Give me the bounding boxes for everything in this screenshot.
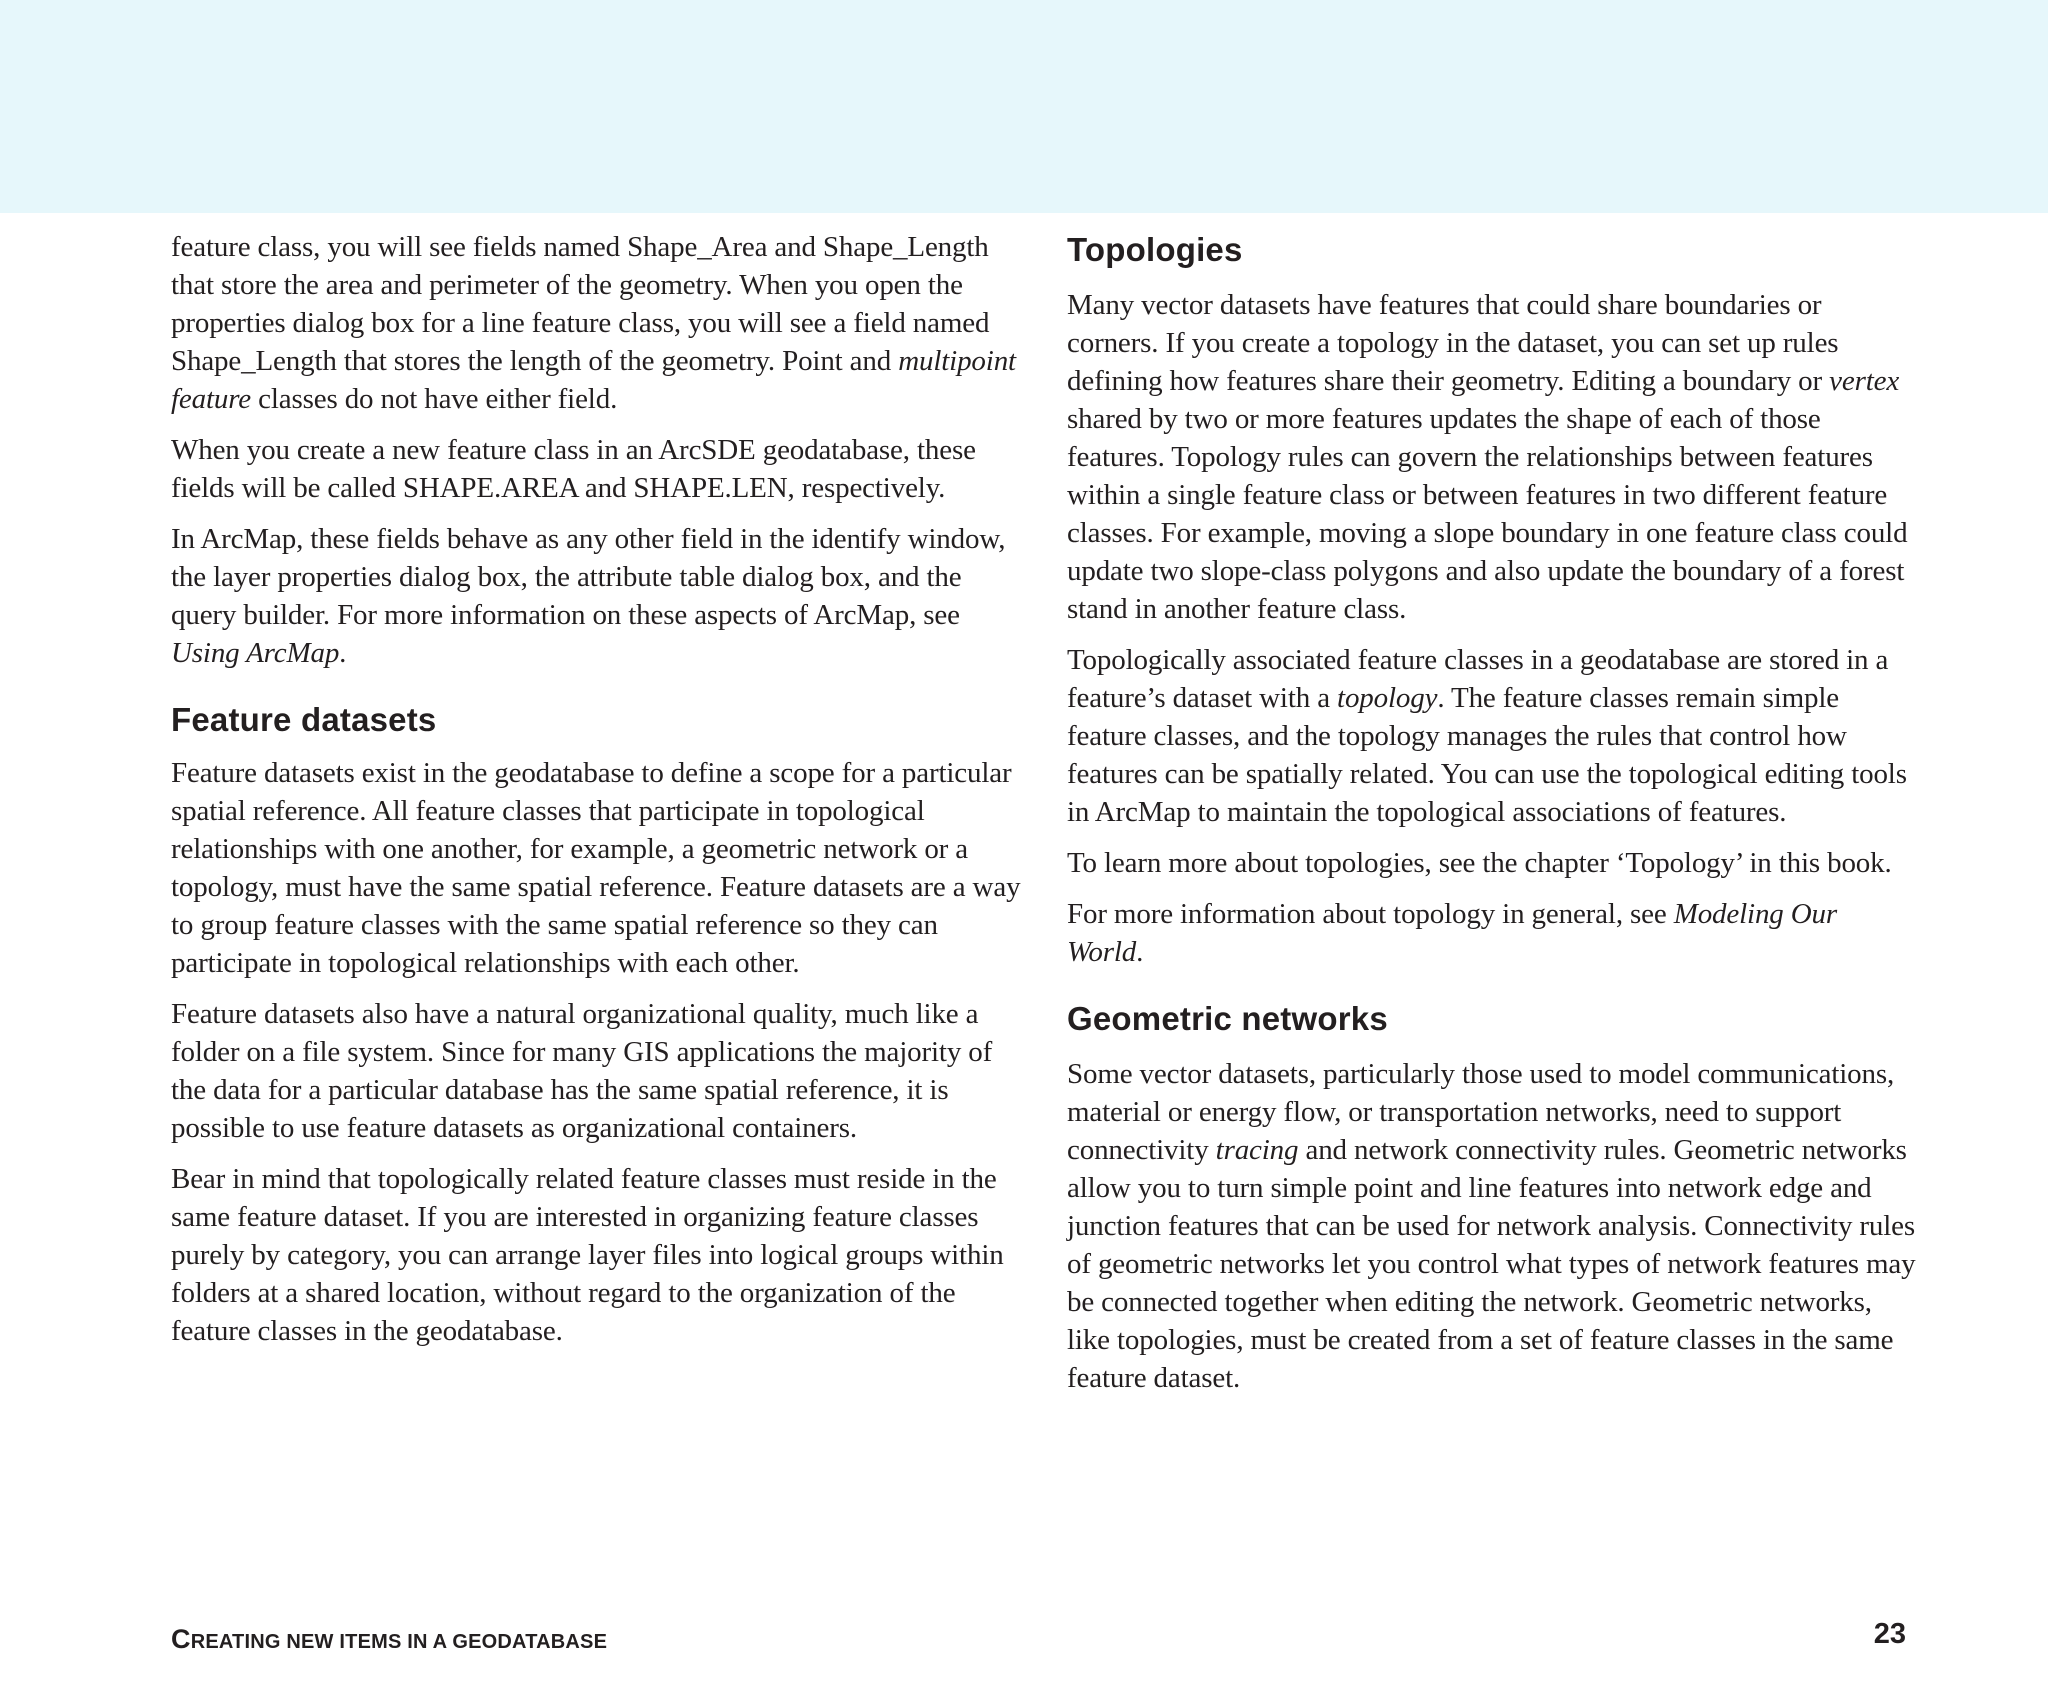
- italic-term: multipoint feature: [171, 345, 1016, 415]
- italic-term: vertex: [1829, 365, 1900, 397]
- paragraph-feature-datasets-topology: Bear in mind that topologically related feature classes must reside in the same feature dataset. If you are interested in organizing feature classes purely by category, you can arrange layer files into logical groups within folders at a shared location, without regard to the organization of the feature classes in the geodatabase.: [171, 1163, 1004, 1347]
- paragraph-arcsde-fields: When you create a new feature class in an ArcSDE geodatabase, these fields will be called SHAPE.AREA and SHAPE.LEN, respectively.: [171, 434, 976, 504]
- paragraph-topologies-reference: For more information about topology in general, see Modeling Our World.: [1067, 898, 1838, 968]
- heading-topologies: Topologies: [1067, 231, 1243, 268]
- heading-geometric-networks: Geometric networks: [1067, 1000, 1388, 1037]
- paragraph-feature-datasets-organization: Feature datasets also have a natural organizational quality, much like a folder on a file system. Since for many GIS applications the majority of the data for a particular database has the same spatial reference, it is possible to use feature datasets as organizational containers.: [171, 998, 993, 1144]
- paragraph-arcmap-fields: In ArcMap, these fields behave as any other field in the identify window, the layer properties dialog box, the attribute table dialog box, and the query builder. For more information on these aspects of ArcMap, see Using ArcMap.: [171, 523, 1006, 669]
- header-band: [0, 0, 2048, 213]
- page-footer: [171, 1618, 1906, 1654]
- italic-term: topology: [1337, 682, 1438, 714]
- page-number: 23: [1873, 1618, 1906, 1650]
- italic-reference: Using ArcMap: [171, 637, 340, 669]
- paragraph-topologies-storage: Topologically associated feature classes in a geodatabase are stored in a feature’s dataset with a topology. The feature classes remain simple feature classes, and the topology manages the rules that control how features can be spatially related. You can use the topological editing tools in ArcMap to maintain the topological associations of features.: [1067, 644, 1907, 828]
- footer-chapter-title: CREATING NEW ITEMS IN A GEODATABASE: [171, 1624, 608, 1654]
- right-column: [1067, 228, 1917, 1410]
- paragraph-geometric-networks: Some vector datasets, particularly those used to model communications, material or energy flow, or transportation networks, need to support connectivity tracing and network connectivity rules. Geometric networks allow you to turn simple point and line features into network edge and junction features that can be used for network analysis. Connectivity rules of geometric networks let you control what types of network features may be connected together when editing the network. Geometric networks, like topologies, must be created from a set of feature classes in the same feature dataset.: [1067, 1058, 1916, 1394]
- paragraph-shape-fields: feature class, you will see fields named Shape_Area and Shape_Length that store the area and perimeter of the geometry. When you open the properties dialog box for a line feature class, you will see a field named Shape_Length that stores the length of the geometry. Point and multipoint feature classes do not have either field.: [171, 231, 1016, 415]
- left-column: [171, 228, 1021, 1363]
- italic-term: tracing: [1215, 1134, 1299, 1166]
- paragraph-topologies-learn-more: To learn more about topologies, see the chapter ‘Topology’ in this book.: [1067, 847, 1892, 879]
- italic-reference: Modeling Our World: [1067, 898, 1838, 968]
- paragraph-feature-datasets-scope: Feature datasets exist in the geodatabase to define a scope for a particular spatial reference. All feature classes that participate in topological relationships with one another, for example, a geometric network or a topology, must have the same spatial reference. Feature datasets are a way to group feature classes with the same spatial reference so they can participate in topological relationships with each other.: [171, 757, 1021, 979]
- heading-feature-datasets: Feature datasets: [171, 701, 437, 738]
- paragraph-topologies-intro: Many vector datasets have features that could share boundaries or corners. If you create a topology in the dataset, you can set up rules defining how features share their geometry. Editing a boundary or vertex shared by two or more features updates the shape of each of those features. Topology rules can govern the relationships between features within a single feature class or between features in two different feature classes. For example, moving a slope boundary in one feature class could update two slope-class polygons and also update the boundary of a forest stand in another feature class.: [1067, 289, 1908, 625]
